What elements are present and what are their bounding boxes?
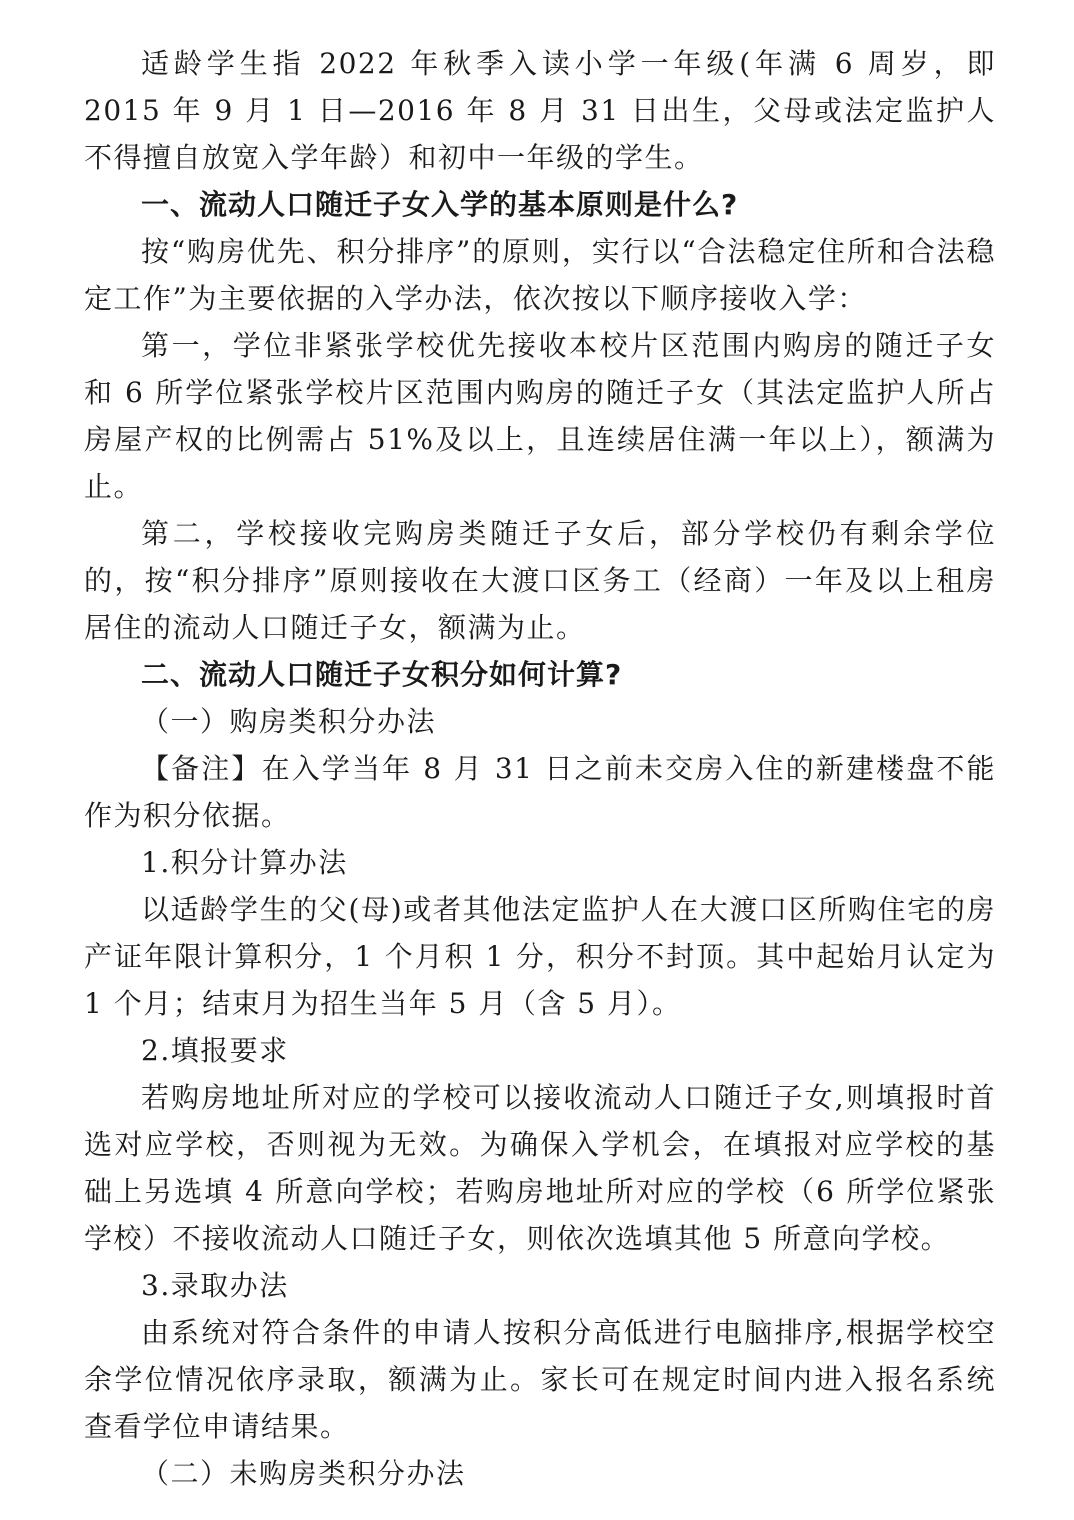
- paragraph-note: 【备注】在入学当年 8 月 31 日之前未交房入住的新建楼盘不能作为积分依据。: [84, 752, 996, 832]
- paragraph-calc-method: 以适龄学生的父(母)或者其他法定监护人在大渡口区所购住宅的房产证年限计算积分，1 个月积 1 分，积分不封顶。其中起始月认定为 1 个月；结束月为招生当年 5 月（含 5 月）。: [84, 893, 996, 1020]
- subheading-filling-requirements: 2.填报要求: [141, 1034, 289, 1067]
- paragraph-first-priority: 第一，学位非紧张学校优先接收本校片区范围内购房的随迁子女和 6 所学位紧张学校片区范围内购房的随迁子女（其法定监护人所占房屋产权的比例需占 51%及以上，且连续居住满一年以上），额满为止。: [84, 329, 996, 503]
- subheading-admission-method: 3.录取办法: [141, 1269, 289, 1302]
- heading-points-calculation: 二、流动人口随迁子女积分如何计算?: [141, 658, 623, 691]
- paragraph-eligible-students: 适龄学生指 2022 年秋季入读小学一年级(年满 6 周岁，即 2015 年 9 月 1 日—2016 年 8 月 31 日出生，父母或法定监护人不得擅自放宽入学年龄）和初中一年级的学生。: [84, 47, 996, 174]
- subheading-calc-method: 1.积分计算办法: [141, 846, 348, 879]
- paragraph-second-priority: 第二，学校接收完购房类随迁子女后，部分学校仍有剩余学位的，按“积分排序”原则接收在大渡口区务工（经商）一年及以上租房居住的流动人口随迁子女，额满为止。: [84, 517, 996, 644]
- subheading-purchase-points: （一）购房类积分办法: [141, 705, 437, 738]
- heading-basic-principles: 一、流动人口随迁子女入学的基本原则是什么?: [141, 188, 739, 221]
- paragraph-principle-intro: 按“购房优先、积分排序”的原则，实行以“合法稳定住所和合法稳定工作”为主要依据的入学办法，依次按以下顺序接收入学：: [84, 235, 996, 315]
- paragraph-admission-method: 由系统对符合条件的申请人按积分高低进行电脑排序,根据学校空余学位情况依序录取，额满为止。家长可在规定时间内进入报名系统查看学位申请结果。: [84, 1316, 996, 1443]
- subheading-non-purchase-points: （二）未购房类积分办法: [141, 1457, 466, 1490]
- document-page: [84, 40, 996, 1497]
- paragraph-filling-requirements: 若购房地址所对应的学校可以接收流动人口随迁子女,则填报时首选对应学校，否则视为无效。为确保入学机会，在填报对应学校的基础上另选填 4 所意向学校；若购房地址所对应的学校（6 所学位紧张学校）不接收流动人口随迁子女，则依次选填其他 5 所意向学校。: [84, 1081, 996, 1255]
